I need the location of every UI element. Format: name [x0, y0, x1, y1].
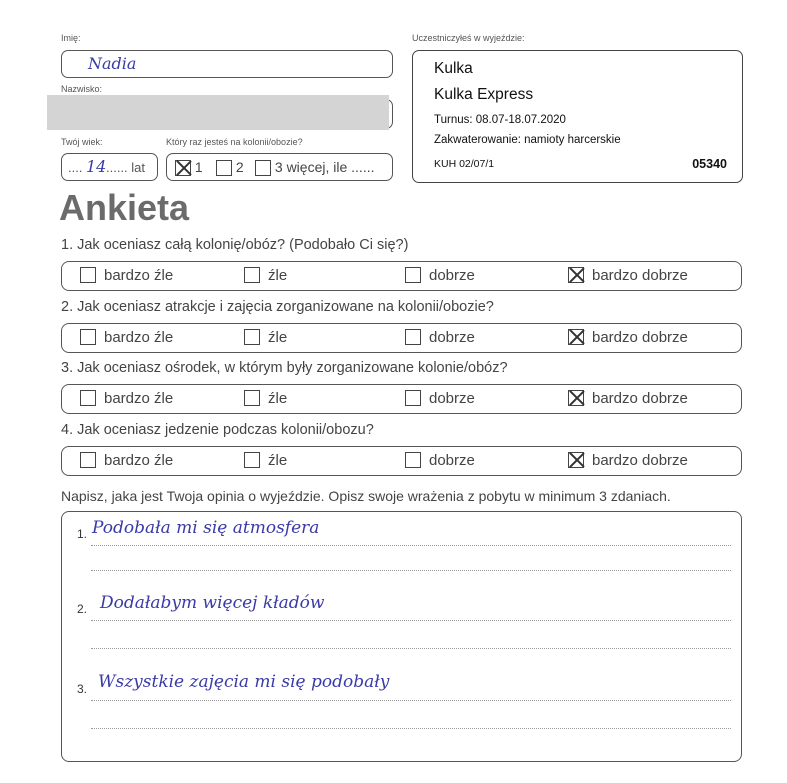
name-label: Imię: — [61, 33, 81, 43]
age-label: Twój wiek: — [61, 137, 103, 147]
dotted-line — [91, 648, 731, 649]
option-dobrze[interactable]: dobrze — [405, 267, 475, 284]
name-value: Nadia — [88, 54, 137, 73]
checkbox-icon[interactable] — [405, 390, 421, 406]
option-bardzo-zle[interactable]: bardzo źle — [80, 452, 173, 469]
trip-label: Uczestniczyłeś w wyjeździe: — [412, 33, 525, 43]
checkbox-icon[interactable] — [80, 329, 96, 345]
dotted-line — [91, 545, 731, 546]
option-bardzo-dobrze[interactable]: bardzo dobrze — [568, 267, 688, 284]
trip-turnus: Turnus: 08.07-18.07.2020 — [434, 114, 566, 126]
times-field[interactable] — [166, 153, 393, 181]
option-bardzo-zle[interactable]: bardzo źle — [80, 329, 173, 346]
option-zle[interactable]: źle — [244, 390, 287, 407]
checkbox-icon[interactable] — [244, 329, 260, 345]
question-1: 1. Jak oceniasz całą kolonię/obóz? (Podobało Ci się?) — [61, 237, 409, 253]
checkbox-icon[interactable] — [244, 452, 260, 468]
checkbox-checked-icon[interactable] — [568, 452, 584, 468]
opinion-prompt: Napisz, jaka jest Twoja opinia o wyjeździe. Opisz swoje wrażenia z pobytu w minimum 3 zdaniach. — [61, 488, 671, 504]
option-bardzo-dobrze[interactable]: bardzo dobrze — [568, 329, 688, 346]
option-bardzo-dobrze[interactable]: bardzo dobrze — [568, 452, 688, 469]
checkbox-icon[interactable] — [244, 390, 260, 406]
checkbox-icon[interactable] — [80, 390, 96, 406]
option-dobrze[interactable]: dobrze — [405, 390, 475, 407]
answer-2-text: Dodałabym więcej kładów — [100, 593, 325, 613]
checkbox-icon[interactable] — [255, 160, 271, 176]
checkbox-checked-icon[interactable] — [568, 329, 584, 345]
option-bardzo-zle[interactable]: bardzo źle — [80, 267, 173, 284]
question-2-options — [61, 323, 742, 353]
times-option-2[interactable]: 2 — [216, 159, 244, 176]
age-field[interactable] — [61, 153, 158, 181]
checkbox-icon[interactable] — [80, 452, 96, 468]
page-title: Ankieta — [59, 187, 190, 228]
dotted-line — [91, 620, 731, 621]
age-value: 14 — [86, 157, 107, 176]
option-zle[interactable]: źle — [244, 267, 287, 284]
opinion-box[interactable] — [61, 511, 742, 762]
times-label: Który raz jesteś na kolonii/obozie? — [166, 137, 303, 147]
dotted-line — [91, 570, 731, 571]
answer-3-number: 3. — [77, 682, 88, 696]
dotted-line — [91, 728, 731, 729]
question-1-options — [61, 261, 742, 291]
checkbox-icon[interactable] — [80, 267, 96, 283]
option-bardzo-dobrze[interactable]: bardzo dobrze — [568, 390, 688, 407]
trip-accommodation: Zakwaterowanie: namioty harcerskie — [434, 134, 621, 146]
checkbox-icon[interactable] — [405, 267, 421, 283]
age-prefix: .... — [68, 160, 83, 175]
checkbox-icon[interactable] — [405, 452, 421, 468]
option-zle[interactable]: źle — [244, 329, 287, 346]
redaction-block — [47, 95, 389, 130]
times-option-3[interactable]: 3 więcej, ile ...... — [255, 159, 374, 176]
checkbox-icon[interactable] — [405, 329, 421, 345]
checkbox-icon[interactable] — [216, 160, 232, 176]
dotted-line — [91, 700, 731, 701]
times-option-1[interactable]: 1 — [175, 159, 203, 176]
checkbox-checked-icon[interactable] — [568, 390, 584, 406]
age-suffix: ...... lat — [106, 160, 146, 175]
question-3-options — [61, 384, 742, 414]
trip-org-full: Kulka Express — [434, 86, 534, 103]
name-field[interactable] — [61, 50, 393, 78]
trip-code: KUH 02/07/1 — [434, 158, 495, 170]
checkbox-icon[interactable] — [244, 267, 260, 283]
answer-3-text: Wszystkie zajęcia mi się podobały — [98, 672, 390, 692]
answer-1-text: Podobała mi się atmosfera — [92, 518, 320, 538]
question-2: 2. Jak oceniasz atrakcje i zajęcia zorganizowane na kolonii/obozie? — [61, 299, 494, 315]
surname-label: Nazwisko: — [61, 84, 103, 94]
trip-info-box — [412, 50, 743, 183]
option-dobrze[interactable]: dobrze — [405, 329, 475, 346]
trip-org: Kulka — [434, 60, 473, 77]
option-zle[interactable]: źle — [244, 452, 287, 469]
question-4-options — [61, 446, 742, 476]
answer-1-number: 1. — [77, 527, 88, 541]
question-4: 4. Jak oceniasz jedzenie podczas kolonii/obozu? — [61, 422, 374, 438]
checkbox-checked-icon[interactable] — [175, 160, 191, 176]
question-3: 3. Jak oceniasz ośrodek, w którym były zorganizowane kolonie/obóz? — [61, 360, 508, 376]
trip-number: 05340 — [692, 157, 727, 171]
option-bardzo-zle[interactable]: bardzo źle — [80, 390, 173, 407]
checkbox-checked-icon[interactable] — [568, 267, 584, 283]
option-dobrze[interactable]: dobrze — [405, 452, 475, 469]
answer-2-number: 2. — [77, 602, 88, 616]
